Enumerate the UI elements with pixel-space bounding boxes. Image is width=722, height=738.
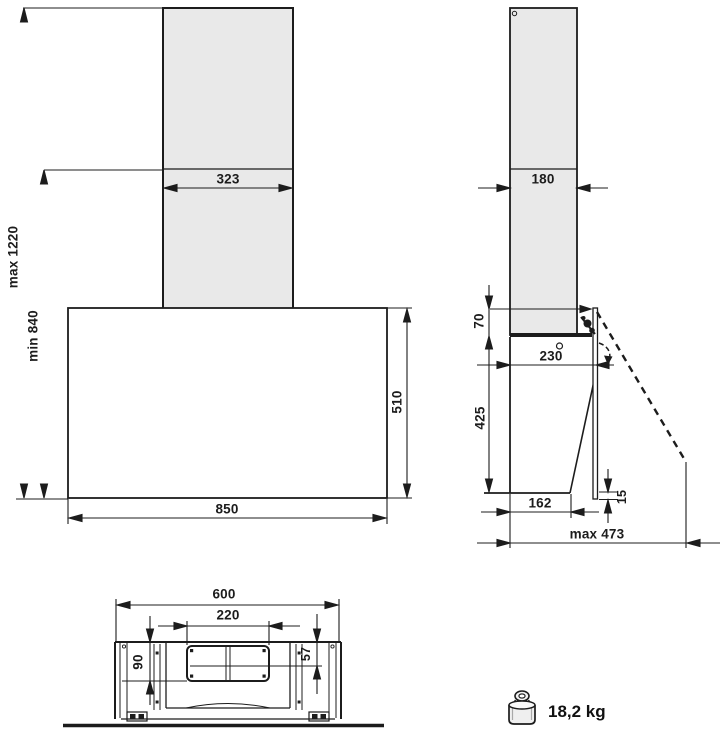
arrowhead: [580, 306, 591, 313]
side-body-slant: [570, 381, 594, 493]
screw-hole-icon: [331, 645, 334, 648]
arrowhead: [117, 602, 130, 609]
screw-icon: [190, 649, 193, 652]
arrowhead: [147, 681, 154, 694]
arrowhead: [486, 479, 493, 492]
arrowhead: [21, 8, 28, 22]
screw-icon: [156, 652, 159, 655]
screw-icon: [156, 701, 159, 704]
dim-side-open-depth: max 473: [569, 526, 625, 542]
arrowhead: [404, 309, 411, 322]
mounting-clip-icon: [309, 712, 329, 721]
recess-curve: [186, 704, 270, 709]
dim-side-bottom-depth: 162: [528, 495, 552, 511]
dim-side-glass-overhang: 15: [615, 489, 629, 505]
bottom-view: [63, 642, 384, 726]
arrowhead: [577, 185, 590, 192]
dim-side-chimney-depth: 180: [531, 171, 555, 187]
arrowhead: [605, 500, 612, 513]
arrowhead: [69, 515, 82, 522]
arrowhead: [497, 509, 510, 516]
arrowhead: [147, 629, 154, 642]
mounting-clip-icon: [127, 712, 147, 721]
arrowhead: [605, 479, 612, 492]
dim-bottom-width: 600: [212, 586, 236, 602]
front-chimney: [163, 8, 293, 309]
dim-bottom-duct-back: 90: [130, 654, 146, 670]
dim-side-front-height: 425: [472, 406, 488, 430]
front-hood-body: [68, 308, 387, 498]
arrowhead: [687, 540, 700, 547]
arrowhead: [497, 540, 510, 547]
arrowhead: [571, 509, 584, 516]
dim-front-chimney-width: 323: [216, 171, 240, 187]
dim-front-height-min: min 840: [25, 310, 41, 362]
dim-front-body-height: 510: [389, 390, 405, 414]
arrowhead: [314, 666, 321, 679]
screw-icon: [263, 649, 266, 652]
side-view: [484, 8, 686, 548]
arrowhead: [373, 515, 386, 522]
dim-front-height-max: max 1220: [5, 225, 21, 289]
arrowhead: [497, 185, 510, 192]
duct-outlet: [187, 646, 269, 681]
dim-front-body-width: 850: [215, 501, 239, 517]
arrowhead: [314, 629, 321, 642]
arrowhead: [486, 336, 493, 349]
open-door-dashed-line: [597, 312, 686, 462]
dim-side-body-depth: 230: [539, 348, 563, 364]
arrowhead: [325, 602, 338, 609]
screw-icon: [263, 675, 266, 678]
screw-hole-icon: [122, 645, 125, 648]
side-glass-panel: [593, 308, 598, 499]
arrowhead: [404, 484, 411, 497]
screw-icon: [190, 675, 193, 678]
dim-bottom-duct-width: 220: [216, 607, 240, 623]
arrowhead: [41, 484, 48, 498]
arrowhead: [486, 296, 493, 309]
arrowhead: [174, 623, 187, 630]
arrowhead: [497, 362, 510, 369]
weight-icon: [509, 691, 535, 724]
dim-bottom-duct-center: 57: [299, 646, 313, 662]
arrowhead: [21, 484, 28, 498]
dim-side-glass-rise: 70: [471, 313, 487, 329]
screw-icon: [298, 701, 301, 704]
front-view: [68, 8, 387, 498]
arrowhead: [41, 170, 48, 184]
arrowhead: [269, 623, 282, 630]
weight-value: 18,2 kg: [548, 702, 606, 721]
